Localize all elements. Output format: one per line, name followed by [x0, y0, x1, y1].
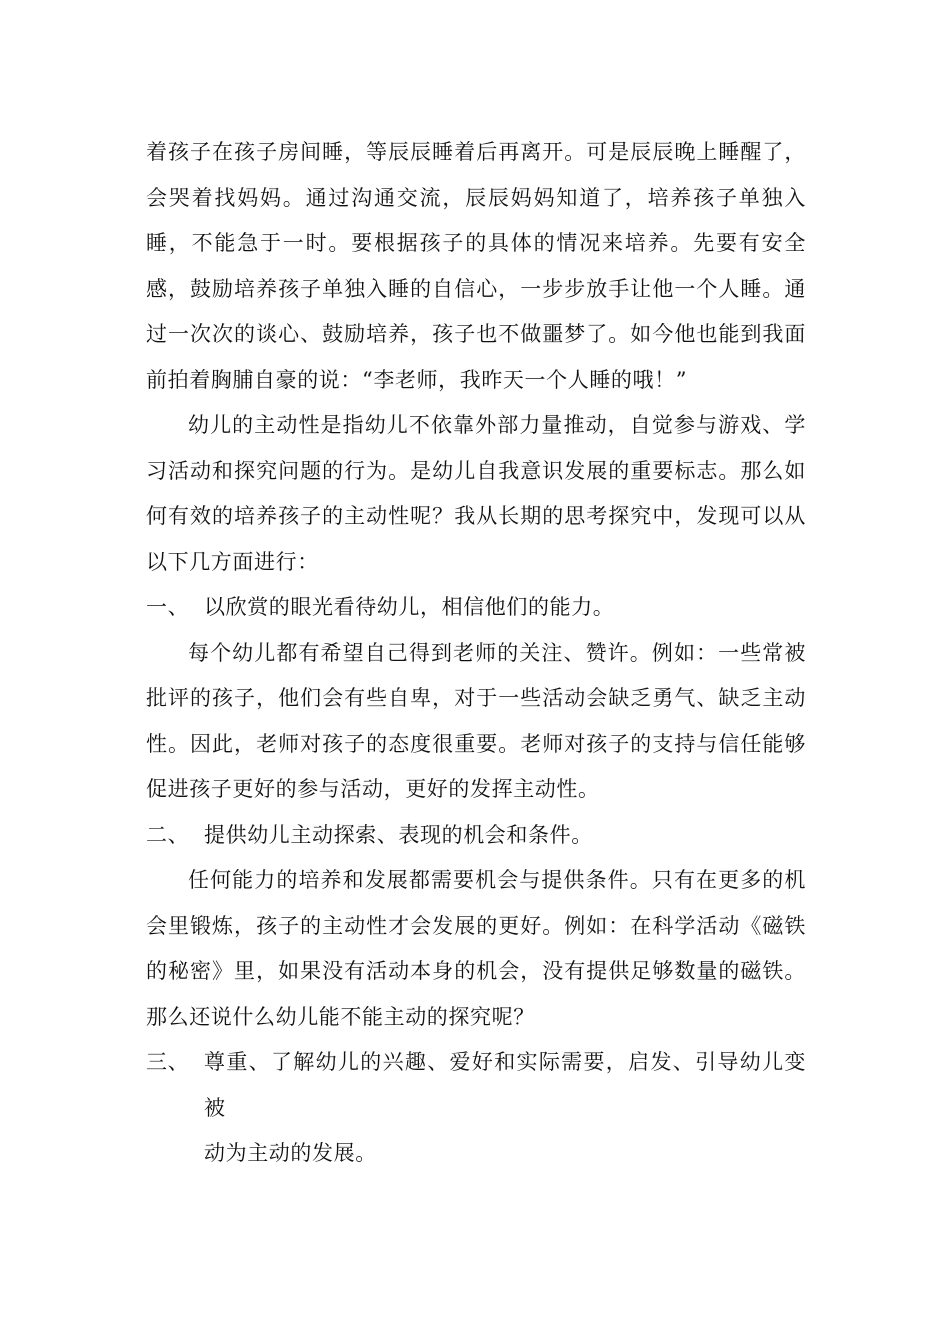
heading-number: 一、	[146, 595, 190, 619]
section-heading-3	[146, 1040, 806, 1177]
heading-number: 三、	[146, 1050, 190, 1074]
heading-text-line-2: 动为主动的发展。	[204, 1141, 377, 1165]
heading-text	[204, 1040, 806, 1177]
paragraph-1: 着孩子在孩子房间睡，等辰辰睡着后再离开。可是辰辰晚上睡醒了，会哭着找妈妈。通过沟通交流，辰辰妈妈知道了，培养孩子单独入睡，不能急于一时。要根据孩子的具体的情况来培养。先要有安全感，鼓励培养孩子单独入睡的自信心，一步步放手让他一个人睡。通过一次次的谈心、鼓励培养，孩子也不做噩梦了。如今他也能到我面前拍着胸脯自豪的说：“李老师，我昨天一个人睡的哦！”	[146, 140, 806, 392]
section-heading-2	[146, 813, 806, 859]
paragraph-2: 幼儿的主动性是指幼儿不依靠外部力量推动，自觉参与游戏、学习活动和探究问题的行为。是幼儿自我意识发展的重要标志。那么如何有效的培养孩子的主动性呢？我从长期的思考探究中，发现可以从以下几方面进行：	[146, 413, 806, 574]
heading-number: 二、	[146, 822, 190, 847]
paragraph-4: 任何能力的培养和发展都需要机会与提供条件。只有在更多的机会里锻炼，孩子的主动性才会发展的更好。例如：在科学活动《磁铁的秘密》里，如果没有活动本身的机会，没有提供足够数量的磁铁。那么还说什么幼儿能不能主动的探究呢？	[146, 868, 806, 1029]
heading-text: 提供幼儿主动探索、表现的机会和条件。	[204, 822, 593, 847]
section-heading-1	[146, 585, 806, 631]
heading-text: 以欣赏的眼光看待幼儿，相信他们的能力。	[204, 595, 615, 619]
paragraph-3: 每个幼儿都有希望自己得到老师的关注、赞许。例如：一些常被批评的孩子，他们会有些自卑，对于一些活动会缺乏勇气、缺乏主动性。因此，老师对孩子的态度很重要。老师对孩子的支持与信任能够促进孩子更好的参与活动，更好的发挥主动性。	[146, 640, 806, 801]
document-page	[146, 130, 806, 1177]
heading-text-line-1: 尊重、了解幼儿的兴趣、爱好和实际需要，启发、引导幼儿变被	[204, 1050, 806, 1120]
